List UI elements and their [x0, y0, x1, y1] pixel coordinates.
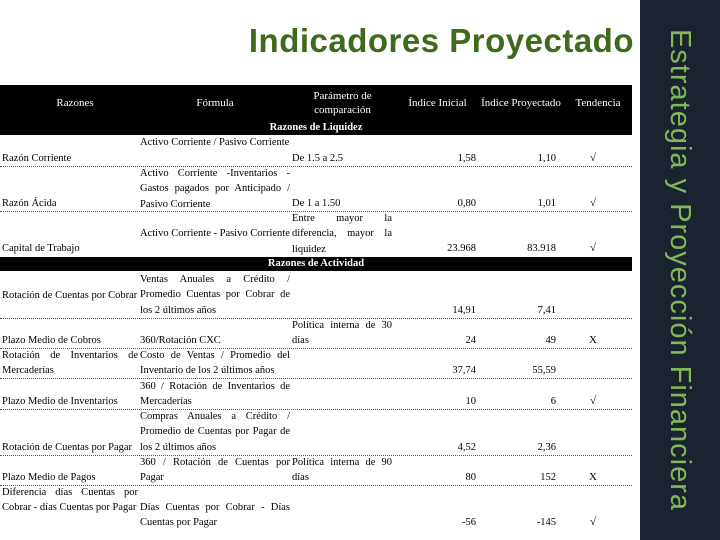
row-indice-proyectado: 7,41: [537, 305, 556, 316]
header-indice-inicial: Índice Inicial: [408, 97, 467, 109]
row-parametro: Política interna de 30 días: [292, 320, 392, 347]
row-razon: Rotación de Cuentas por Pagar: [2, 442, 133, 453]
row-formula: Días Cuentas por Cobrar - Días Cuentas por Pagar: [140, 502, 290, 529]
row-razon: Razón Corriente: [2, 153, 72, 164]
row-tendencia: √: [589, 395, 597, 407]
row-razon: Rotación de Inventarios de Mercaderías: [2, 350, 138, 377]
row-formula: 360 / Rotación de Inventarios de Mercaderías: [140, 381, 290, 408]
header-indice-proyectado: Índice Proyectado: [481, 97, 561, 109]
row-parametro: De 1 a 1.50: [292, 198, 341, 209]
indicators-table: [0, 85, 632, 529]
row-indice-proyectado: 55,59: [532, 365, 556, 376]
row-indice-inicial: 0,80: [457, 198, 476, 209]
row-indice-proyectado: 152: [540, 472, 556, 483]
header-razones: Razones: [56, 97, 94, 109]
row-tendencia: √: [589, 152, 597, 164]
row-tendencia: X: [589, 334, 597, 346]
row-indice-inicial: -56: [462, 517, 476, 528]
row-formula: Compras Anuales a Crédito / Promedio de Cuentas por Pagar de los 2 últimos años: [140, 411, 290, 453]
row-razon: Rotación de Cuentas por Cobrar: [2, 290, 138, 301]
row-indice-inicial: 37,74: [452, 365, 476, 376]
row-parametro: Política interna de 90 días: [292, 457, 392, 484]
row-formula: Activo Corriente - Pasivo Corriente: [140, 228, 290, 239]
section-actividad: Razones de Actividad: [267, 258, 365, 269]
header-parametro: Parámetro de comparación: [313, 90, 372, 116]
row-formula: 360/Rotación CXC: [140, 335, 221, 346]
row-indice-inicial: 4,52: [457, 442, 476, 453]
header-tendencia: Tendencia: [575, 97, 621, 109]
row-formula: Activo Corriente -Inventarios - Gastos pagados por Anticipado / Pasivo Corriente: [140, 168, 290, 210]
header-formula: Fórmula: [196, 97, 234, 109]
page-title: Indicadores Proyectado: [248, 22, 634, 59]
row-razon: Plazo Medio de Cobros: [2, 335, 101, 346]
row-indice-proyectado: 83.918: [527, 243, 556, 254]
row-indice-proyectado: 2,36: [537, 442, 556, 453]
row-formula: Activo Corriente / Pasivo Corriente: [140, 137, 290, 148]
row-indice-inicial: 14,91: [452, 305, 476, 316]
row-tendencia: √: [589, 242, 597, 254]
row-indice-inicial: 10: [465, 396, 476, 407]
row-tendencia: X: [589, 471, 597, 483]
row-tendencia: √: [589, 516, 597, 528]
row-indice-inicial: 23.968: [447, 243, 476, 254]
row-razon: Razón Ácida: [2, 198, 57, 209]
row-razon: Diferencia días Cuentas por Cobrar - días Cuentas por Pagar: [2, 487, 138, 514]
row-tendencia: √: [589, 197, 597, 209]
row-indice-proyectado: 6: [550, 396, 556, 407]
row-indice-proyectado: 1,10: [537, 153, 556, 164]
row-formula: 360 / Rotación de Cuentas por Pagar: [140, 457, 290, 484]
row-indice-proyectado: -145: [536, 517, 556, 528]
row-formula: Ventas Anuales a Crédito / Promedio Cuentas por Cobrar de los 2 últimos años: [140, 274, 290, 316]
row-parametro: Entre mayor la diferencia, mayor la liquidez: [292, 213, 392, 255]
row-formula: Costo de Ventas / Promedio del Inventario de los 2 últimos años: [140, 350, 290, 377]
row-razon: Capital de Trabajo: [2, 243, 80, 254]
row-indice-inicial: 24: [465, 335, 476, 346]
row-indice-proyectado: 49: [545, 335, 556, 346]
row-razon: Plazo Medio de Pagos: [2, 472, 96, 483]
row-parametro: De 1.5 a 2.5: [292, 153, 344, 164]
row-indice-proyectado: 1,01: [537, 198, 556, 209]
row-razon: Plazo Medio de Inventarios: [2, 396, 118, 407]
sidebar-title: Estrategia y Proyección Financiera: [664, 28, 696, 512]
row-indice-inicial: 1,58: [457, 153, 476, 164]
row-indice-inicial: 80: [465, 472, 476, 483]
section-liquidez: Razones de Liquidez: [269, 122, 363, 133]
